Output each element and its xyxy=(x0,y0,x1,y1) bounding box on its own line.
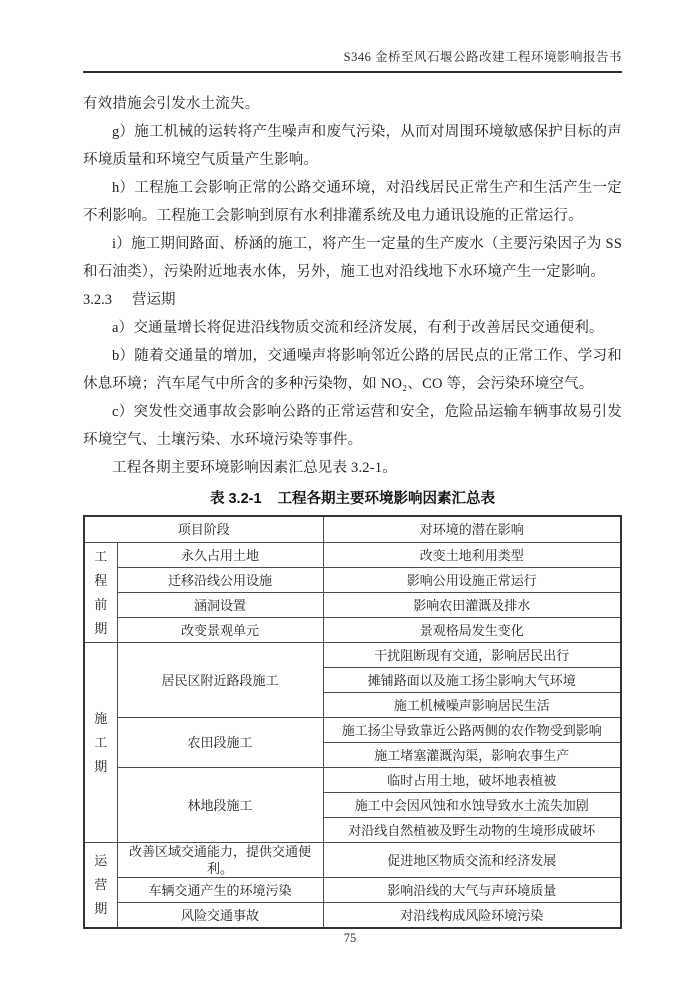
paragraph-b: b）随着交通量的增加，交通噪声将影响邻近公路的居民点的正常工作、学习和休息环境；汽车尾气中所含的多种污染物，如 NO₂、CO 等，会污染环境空气。 xyxy=(83,348,622,392)
impact-cell: 促进地区物质交流和经济发展 xyxy=(323,843,621,878)
activity-cell: 涵洞设置 xyxy=(117,593,323,618)
impact-cell: 对沿线构成风险环境污染 xyxy=(323,903,621,929)
phase-cell-operation xyxy=(84,843,117,929)
table-row xyxy=(84,843,621,878)
phase-cell-construction xyxy=(84,643,117,843)
impact-cell: 影响农田灌溉及排水 xyxy=(323,593,621,618)
page-header xyxy=(83,48,622,73)
paragraph-i: i）施工期间路面、桥涵的施工，将产生一定量的生产废水（主要污染因子为 SS 和石油类），污染附近地表水体，另外，施工也对沿线地下水环境产生一定影响。 xyxy=(83,236,622,280)
table-row xyxy=(84,643,621,668)
column-header-stage: 项目阶段 xyxy=(84,516,323,543)
table-row xyxy=(84,878,621,903)
table-caption-label: 表 3.2-1 xyxy=(209,491,262,507)
table-row xyxy=(84,618,621,643)
activity-cell: 迁移沿线公用设施 xyxy=(117,568,323,593)
paragraph-c: c）突发性交通事故会影响公路的正常运营和安全，危险品运输车辆事故易引发环境空气、土壤污染、水环境污染等事件。 xyxy=(83,404,622,448)
impact-cell: 改变土地利用类型 xyxy=(323,543,621,568)
paragraph-a: a）交通量增长将促进沿线物质交流和经济发展，有利于改善居民交通便利。 xyxy=(112,320,604,336)
paragraph-intro: 有效措施会引发水土流失。 xyxy=(83,96,260,112)
paragraph-table-ref: 工程各期主要环境影响因素汇总见表 3.2-1。 xyxy=(112,460,397,476)
paragraph-h: h）工程施工会影响正常的公路交通环境，对沿线居民正常生产和生活产生一定不利影响。工程施工会影响到原有水利排灌系统及电力通讯设施的正常运行。 xyxy=(83,180,622,224)
section-number: 3.2.3 xyxy=(83,292,112,308)
activity-cell: 车辆交通产生的环境污染 xyxy=(117,878,323,903)
impact-summary-table xyxy=(83,515,622,929)
section-title: 营运期 xyxy=(132,292,176,308)
activity-cell: 居民区附近路段施工 xyxy=(117,643,323,718)
impact-cell: 景观格局发生变化 xyxy=(323,618,621,643)
impact-cell: 影响公用设施正常运行 xyxy=(323,568,621,593)
header-title: S346 金桥至风石堰公路改建工程环境影响报告书 xyxy=(343,50,622,64)
impact-cell: 施工堵塞灌溉沟渠，影响农事生产 xyxy=(323,743,621,768)
table-row xyxy=(84,718,621,743)
phase-label: 运营期 xyxy=(94,853,108,916)
column-header-impact: 对环境的潜在影响 xyxy=(323,516,621,543)
activity-cell: 风险交通事故 xyxy=(117,903,323,929)
impact-cell: 影响沿线的大气与声环境质量 xyxy=(323,878,621,903)
table-row xyxy=(84,768,621,793)
table-row xyxy=(84,543,621,568)
phase-label: 施工期 xyxy=(94,710,108,774)
table-row xyxy=(84,903,621,929)
phase-cell-pre-construction xyxy=(84,543,117,643)
page-number: 75 xyxy=(343,931,357,945)
impact-cell: 对沿线自然植被及野生动物的生境形成破坏 xyxy=(323,818,621,843)
activity-cell: 林地段施工 xyxy=(117,768,323,843)
table-row xyxy=(84,593,621,618)
table-row xyxy=(84,568,621,593)
activity-cell: 永久占用土地 xyxy=(117,543,323,568)
activity-cell: 改变景观单元 xyxy=(117,618,323,643)
impact-cell: 临时占用土地，破坏地表植被 xyxy=(323,768,621,793)
impact-cell: 施工中会因风蚀和水蚀导致水土流失加剧 xyxy=(323,793,621,818)
impact-cell: 施工扬尘导致靠近公路两侧的农作物受到影响 xyxy=(323,718,621,743)
page-content xyxy=(83,90,622,929)
paragraph-g: g）施工机械的运转将产生噪声和废气污染，从而对周围环境敏感保护目标的声环境质量和环境空气质量产生影响。 xyxy=(83,124,622,168)
impact-cell: 干扰阻断现有交通，影响居民出行 xyxy=(323,643,621,668)
activity-cell: 改善区域交通能力，提供交通便利。 xyxy=(117,843,323,878)
impact-cell: 施工机械噪声影响居民生活 xyxy=(323,693,621,718)
impact-cell: 摊铺路面以及施工扬尘影响大气环境 xyxy=(323,668,621,693)
activity-cell: 农田段施工 xyxy=(117,718,323,768)
phase-label: 工程前期 xyxy=(94,548,108,636)
table-caption xyxy=(83,487,622,511)
section-heading xyxy=(83,286,622,314)
table-caption-title: 工程各期主要环境影响因素汇总表 xyxy=(277,491,496,507)
